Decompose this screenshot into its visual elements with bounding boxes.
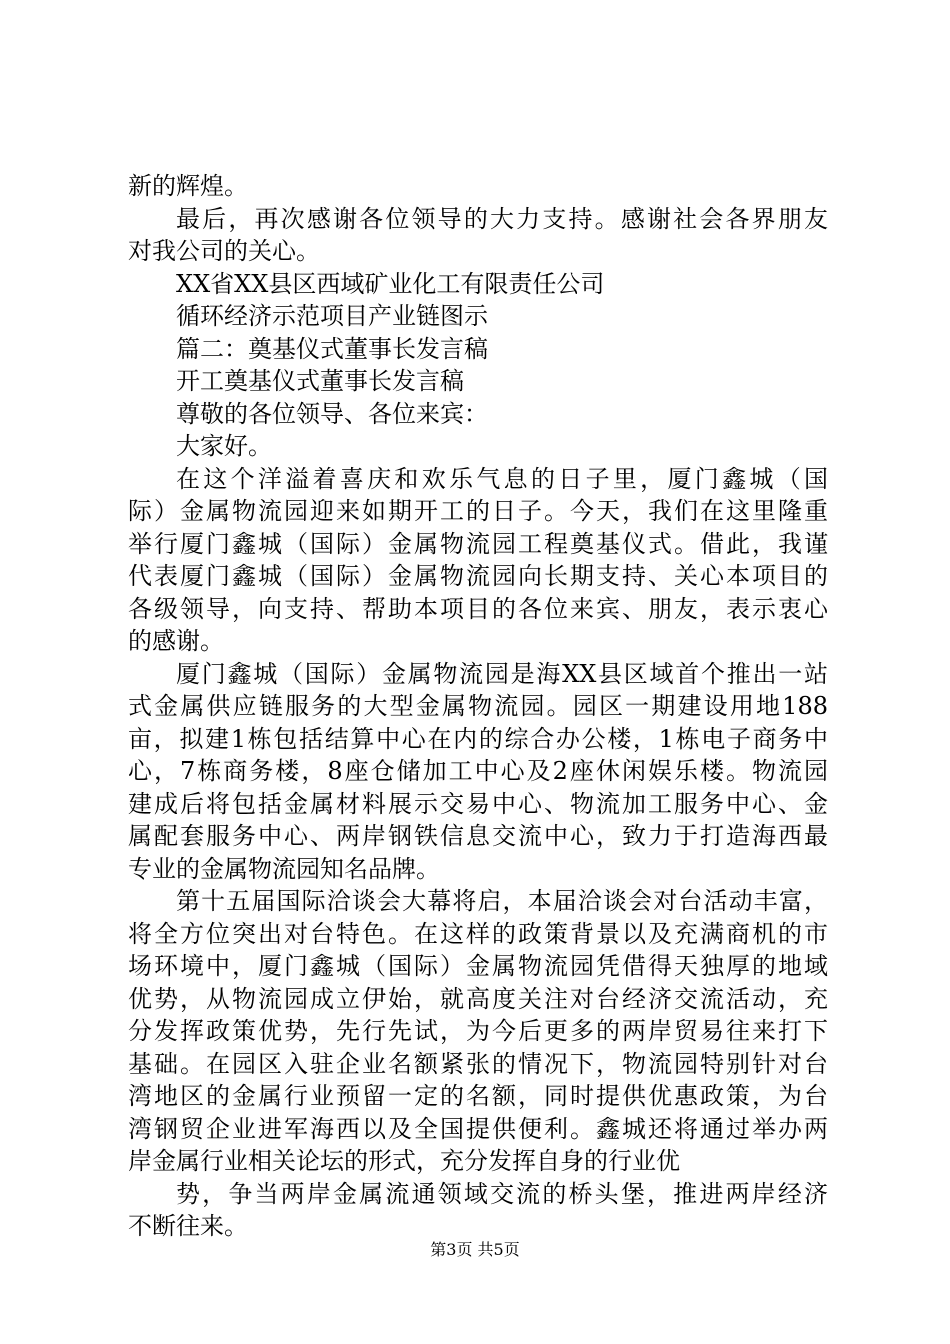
text-line: 式金属供应链服务的大型金属物流园。园区一期建设用地188 xyxy=(128,692,828,720)
text-line: 不断往来。 xyxy=(128,1212,248,1240)
text-line: 亩，拟建1栋包括结算中心在内的综合办公楼，1栋电子商务中 xyxy=(128,724,828,753)
text-line: 开工奠基仪式董事长发言稿 xyxy=(176,367,464,395)
text-line: 最后，再次感谢各位领导的大力支持。感谢社会各界朋友 xyxy=(176,204,828,233)
text-line: 心，7栋商务楼，8座仓储加工中心及2座休闲娱乐楼。物流园 xyxy=(128,757,828,785)
text-line: 厦门鑫城（国际）金属物流园是海XX县区域首个推出一站 xyxy=(176,659,828,688)
text-line: 湾钢贸企业进军海西以及全国提供便利。鑫城还将通过举办两 xyxy=(128,1114,828,1143)
text-line: 循环经济示范项目产业链图示 xyxy=(176,302,488,330)
document-body xyxy=(128,170,828,1243)
text-line: 建成后将包括金属材料展示交易中心、物流加工服务中心、金 xyxy=(128,789,828,818)
text-line: 基础。在园区入驻企业名额紧张的情况下，物流园特别针对台 xyxy=(128,1049,828,1078)
text-line: 篇二：奠基仪式董事长发言稿 xyxy=(176,334,488,363)
page-footer: 第3页 共5页 xyxy=(430,1240,520,1259)
text-line: 专业的金属物流园知名品牌。 xyxy=(128,854,440,883)
text-line: 各级领导，向支持、帮助本项目的各位来宾、朋友，表示衷心 xyxy=(128,594,828,623)
text-line: 的感谢。 xyxy=(128,627,224,655)
text-line: 将全方位突出对台特色。在这样的政策背景以及充满商机的市 xyxy=(128,919,828,948)
text-line: 代表厦门鑫城（国际）金属物流园向长期支持、关心本项目的 xyxy=(128,562,828,590)
text-line: 岸金属行业相关论坛的形式，充分发挥自身的行业优 xyxy=(128,1147,680,1175)
text-line: 场环境中，厦门鑫城（国际）金属物流园凭借得天独厚的地域 xyxy=(128,952,828,980)
text-line: 属配套服务中心、两岸钢铁信息交流中心，致力于打造海西最 xyxy=(128,822,828,850)
text-line: 举行厦门鑫城（国际）金属物流园工程奠基仪式。借此，我谨 xyxy=(128,529,828,558)
text-line: 在这个洋溢着喜庆和欢乐气息的日子里，厦门鑫城（国 xyxy=(176,464,828,493)
text-line: 分发挥政策优势，先行先试，为今后更多的两岸贸易往来打下 xyxy=(128,1017,828,1045)
text-line: 对我公司的关心。 xyxy=(128,237,320,265)
text-line: XX省XX县区西域矿业化工有限责任公司 xyxy=(176,269,605,298)
text-line: 尊敬的各位领导、各位来宾： xyxy=(176,399,488,428)
text-line: 新的辉煌。 xyxy=(128,172,248,200)
text-line: 际）金属物流园迎来如期开工的日子。今天，我们在这里隆重 xyxy=(128,497,828,525)
text-line: 第十五届国际洽谈会大幕将启，本届洽谈会对台活动丰富， xyxy=(176,887,828,915)
text-line: 大家好。 xyxy=(176,432,272,460)
text-line: 势，争当两岸金属流通领域交流的桥头堡，推进两岸经济 xyxy=(176,1179,828,1208)
text-line: 湾地区的金属行业预留一定的名额，同时提供优惠政策，为台 xyxy=(128,1082,828,1110)
text-line: 优势，从物流园成立伊始，就高度关注对台经济交流活动，充 xyxy=(128,984,828,1013)
